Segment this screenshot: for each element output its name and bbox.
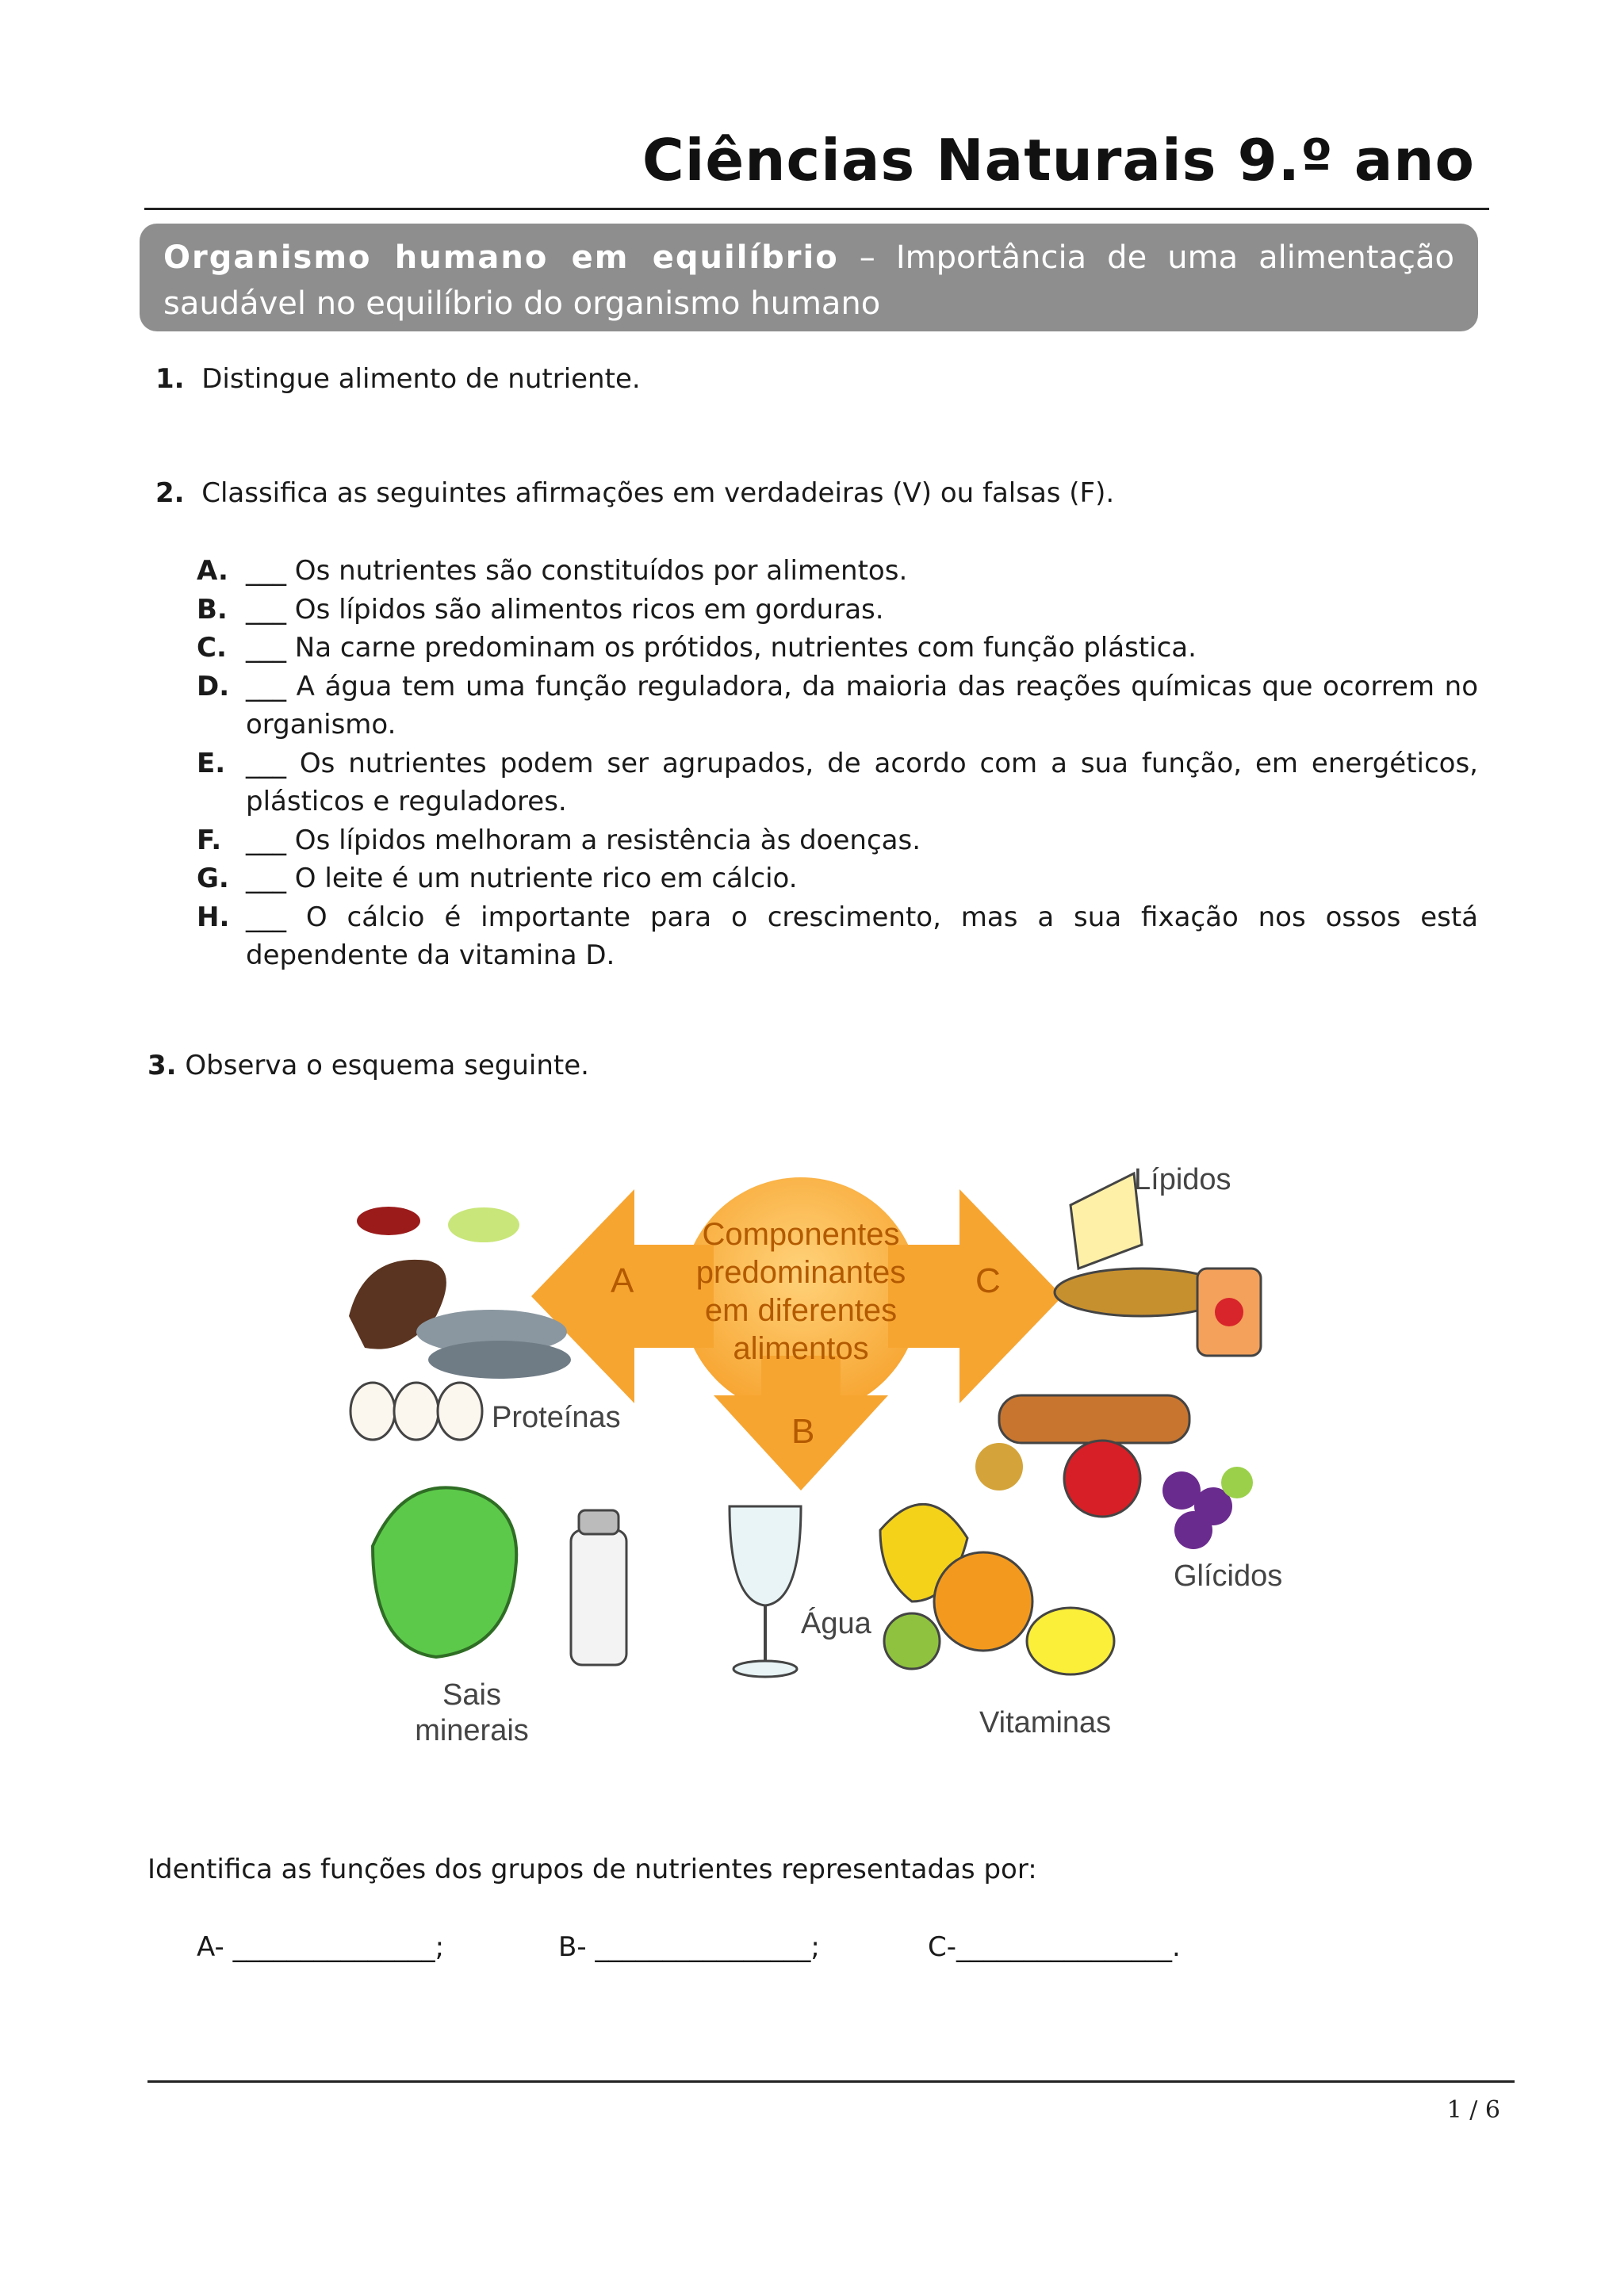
list-item: C. ___ Na carne predominam os prótidos, nutrientes com função plástica. xyxy=(197,632,1197,664)
question-3-number: 3. xyxy=(147,1050,177,1081)
list-item: B. ___ Os lípidos são alimentos ricos em gorduras. xyxy=(197,593,884,626)
question-2-number: 2. xyxy=(155,477,185,509)
page-number: 1 / 6 xyxy=(1446,2096,1500,2124)
list-item: F. ___ Os lípidos melhoram a resistência às doenças. xyxy=(197,824,921,856)
label-minerais: minerais xyxy=(415,1714,529,1747)
list-item: D. ___ A água tem uma função reguladora, da maioria das reações químicas que ocorrem no organismo. xyxy=(197,670,1478,740)
mineral-foods-illustration xyxy=(373,1487,626,1665)
question-3-text: Observa o esquema seguinte. xyxy=(185,1050,589,1081)
label-vitaminas: Vitaminas xyxy=(979,1706,1112,1739)
true-false-list xyxy=(197,552,1478,975)
label-lipidos: Lípidos xyxy=(1134,1163,1231,1196)
list-item: A. ___ Os nutrientes são constituídos por alimentos. xyxy=(197,555,908,587)
label-sais: Sais xyxy=(442,1678,501,1712)
water-glass-illustration xyxy=(730,1506,801,1677)
list-item: H. ___ O cálcio é importante para o crescimento, mas a sua fixação nos ossos está dependente da vitamina D. xyxy=(197,901,1478,971)
question-1-text: Distingue alimento de nutriente. xyxy=(201,363,641,395)
question-1 xyxy=(155,360,641,398)
lipid-foods-illustration xyxy=(1055,1173,1261,1356)
document-title: Ciências Naturais 9.º ano xyxy=(642,127,1475,193)
arrow-c-label: C xyxy=(975,1261,1001,1300)
center-line-4: alimentos xyxy=(733,1331,869,1366)
topic-banner xyxy=(140,224,1478,331)
list-item: E. ___ Os nutrientes podem ser agrupados, de acordo com a sua função, em energéticos, plásticos e reguladores. xyxy=(197,747,1478,817)
answer-a-blank: A- _______________; xyxy=(197,1931,445,1963)
arrow-b-label: B xyxy=(791,1412,815,1451)
question-3 xyxy=(147,1047,589,1085)
answer-b-blank: B- ________________; xyxy=(558,1931,820,1963)
question-1-number: 1. xyxy=(155,363,185,395)
center-line-3: em diferentes xyxy=(704,1293,898,1328)
carbohydrate-foods-illustration xyxy=(975,1395,1253,1549)
arrow-a-label: A xyxy=(611,1261,634,1300)
answer-c-blank: C-________________. xyxy=(928,1931,1181,1963)
header-rule xyxy=(144,208,1489,210)
label-glicidos: Glícidos xyxy=(1174,1559,1283,1593)
question-2 xyxy=(155,474,1114,512)
question-2-text: Classifica as seguintes afirmações em verdadeiras (V) ou falsas (F). xyxy=(201,477,1115,509)
vitamin-foods-illustration xyxy=(880,1504,1114,1674)
label-proteinas: Proteínas xyxy=(492,1401,621,1434)
center-line-2: predominantes xyxy=(695,1255,906,1290)
banner-bold: Organismo humano em equilíbrio xyxy=(163,239,839,276)
banner-subtitle: – Importância de uma alimentação saudável no equilíbrio do organismo humano xyxy=(163,239,1454,322)
list-item: G. ___ O leite é um nutriente rico em cálcio. xyxy=(197,863,798,894)
label-agua: Água xyxy=(801,1607,871,1640)
identify-instruction: Identifica as funções dos grupos de nutrientes representadas por: xyxy=(147,1854,1037,1885)
footer-rule xyxy=(147,2080,1515,2083)
center-line-1: Componentes xyxy=(702,1217,900,1252)
nutrient-scheme-figure xyxy=(341,1158,1324,1768)
